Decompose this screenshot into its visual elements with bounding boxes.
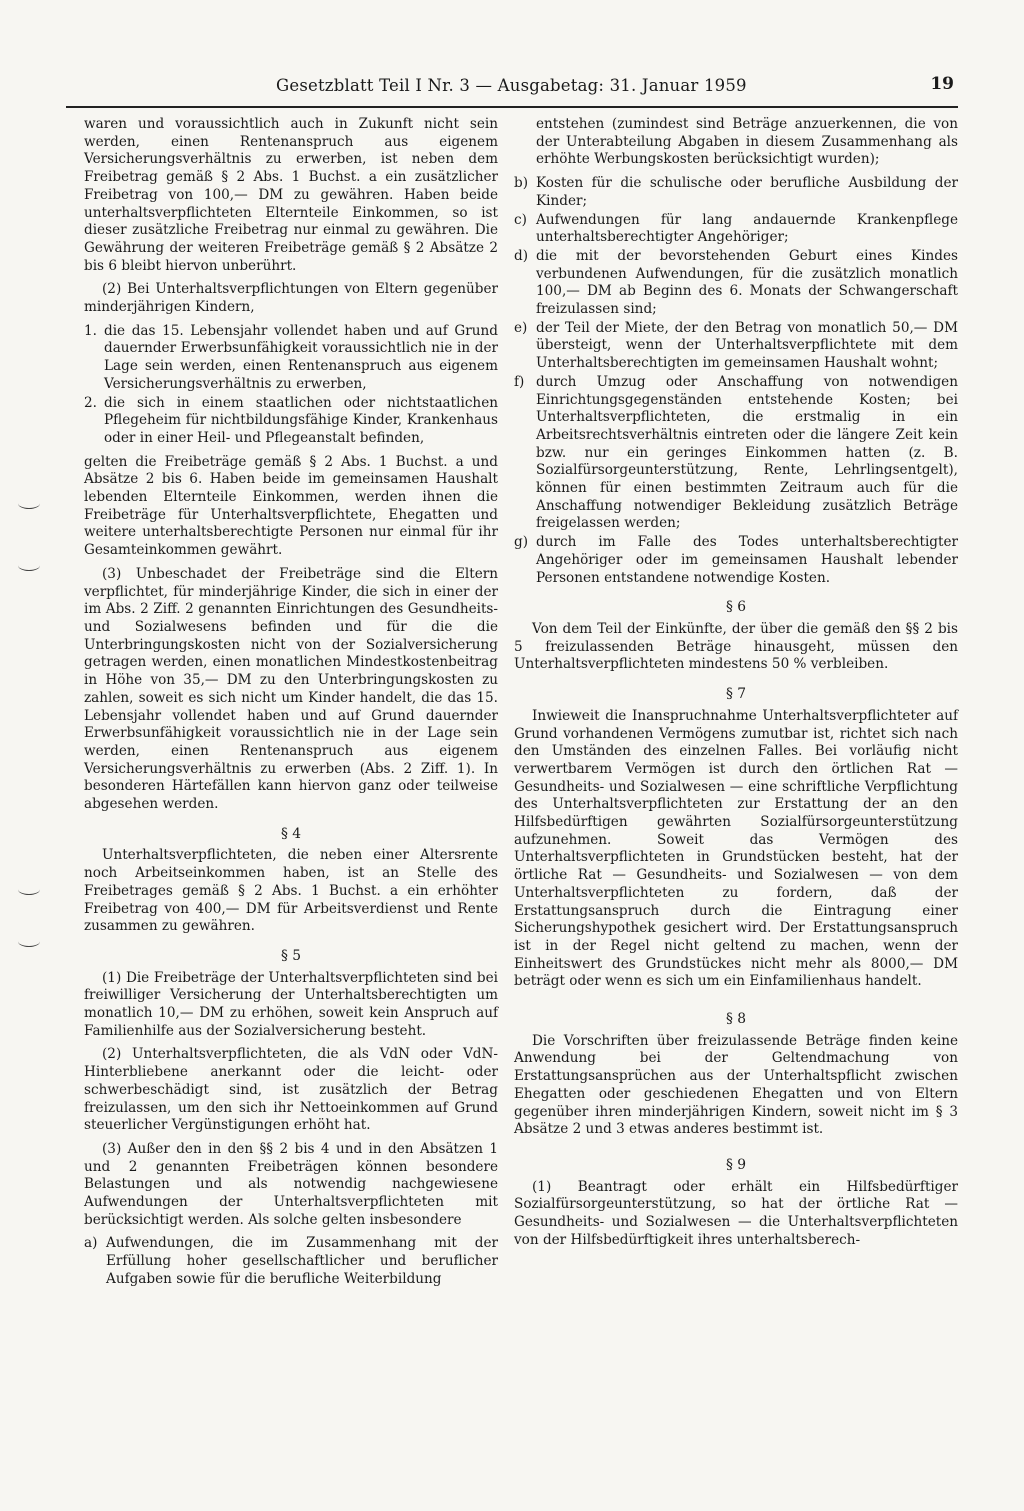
section-5-1: (1) Die Freibeträge der Unterhaltsverpflichteten sind bei freiwilliger Versicherung der Unterhaltsberechtigten um monatlich 10,— DM zu erhöhen, soweit kein Anspruch auf Familienhilfe aus der Sozialversicherung besteht.	[84, 969, 498, 1039]
right-column	[514, 116, 958, 1255]
enumerated-list	[514, 175, 958, 587]
section-heading-9: § 9	[725, 1156, 747, 1173]
section-8-text: Die Vorschriften über freizulassende Beträge finden keine Anwendung bei der Geltendmachung von Erstattungsansprüchen aus der Unterhaltspflicht zwischen Ehegatten oder geschiedenen Ehegatten und von Eltern gegenüber ihren minderjährigen Kindern, soweit nicht im § 3 Absätze 2 und 3 etwas anderes bestimmt ist.	[514, 1032, 958, 1138]
page-number: 19	[930, 74, 954, 94]
list-item: 2. die sich in einem staatlichen oder nichtstaatlichen Pflegeheim für nichtbildungsfähige Kinder, Krankenhaus oder in einer Heil- und Pflegeanstalt befinden,	[84, 394, 498, 446]
enumerated-list	[84, 323, 498, 448]
section-heading-8: § 8	[725, 1011, 747, 1028]
enumerated-list	[84, 1235, 498, 1288]
section-5-2: (2) Unterhaltsverpflichteten, die als VdN oder VdN-Hinterbliebene anerkannt oder die leicht- oder schwerbeschädigt sind, ist zusätzlich der Betrag freizulassen, um den sich ihr Nettoeinkommen auf Grund steuerlicher Vergünstigungen erhöht hat.	[84, 1046, 498, 1134]
list-item: e) der Teil der Miete, der den Betrag von monatlich 50,— DM übersteigt, wenn der Unterhaltsverpflichtete mit dem Unterhaltsberechtigten im gemeinsamen Haushalt wohnt;	[514, 319, 958, 372]
section-heading-4: § 4	[280, 825, 302, 842]
margin-mark	[18, 560, 40, 571]
paragraph-3-2-intro: (2) Bei Unterhaltsverpflichtungen von Eltern gegenüber minderjährigen Kindern,	[84, 281, 498, 316]
margin-mark	[18, 498, 40, 509]
list-item: 1. die das 15. Lebensjahr vollendet haben und auf Grund dauernder Erwerbsunfähigkeit voraussichtlich nie in der Lage sein werden, einen Rentenanspruch aus eigenem Versicherungsverhältnis zu erwerben,	[84, 322, 498, 392]
section-9-1: (1) Beantragt oder erhält ein Hilfsbedürftiger Sozialfürsorgeunterstützung, so hat der örtliche Rat — Gesundheits- und Sozialwesen — die Unterhaltsverpflichteten von der Hilfsbedürftigkeit ihres unterhaltsberech-	[514, 1178, 958, 1248]
header-title: Gesetzblatt Teil I Nr. 3 — Ausgabetag: 31. Januar 1959	[276, 76, 747, 95]
section-7-text: Inwieweit die Inanspruchnahme Unterhaltsverpflichteter auf Grund vorhandenen Vermögens zumutbar ist, richtet sich nach den Umständen des einzelnen Falles. Bei vorläufig nicht verwertbarem Vermögen ist durch den örtlichen Rat — Gesundheits- und Sozialwesen — eine schriftliche Verpflichtung des Unterhaltsverpflichteten zur Erstattung der an den Hilfsbedürftigen gewährten Sozialfürsorgeunterstützung aufzunehmen. Soweit das Vermögen des Unterhaltsverpflichteten in Grundstücken besteht, hat der örtliche Rat — Gesundheits- und Sozialwesen — von dem Unterhaltsverpflichteten zu fordern, daß der Erstattungsanspruch durch die Eintragung einer Sicherungshypothek gesichert wird. Der Erstattungsanspruch ist in der Regel nicht geltend zu machen, wenn der Einheitswert des Grundstückes nicht mehr als 8000,— DM beträgt oder wenn es sich um ein Einfamilienhaus handelt.	[514, 707, 958, 990]
margin-mark	[18, 936, 40, 947]
page-header	[66, 76, 958, 108]
section-6-text: Von dem Teil der Einkünfte, der über die gemäß den §§ 2 bis 5 freizulassenden Beträge hinausgeht, müssen den Unterhaltsverpflichteten mindestens 50 % verbleiben.	[514, 620, 958, 673]
section-heading-5: § 5	[280, 947, 302, 964]
list-item: f) durch Umzug oder Anschaffung von notwendigen Einrichtungsgegenständen entstehende Kosten; bei Unterhaltsverpflichteten, die erstmalig in ein Arbeitsrechtsverhältnis eintreten oder die längere Zeit kein bzw. nur ein geringes Einkommen hatten (z. B. Sozialfürsorgeunterstützung, Rente, Lehrlingsentgelt), können für einen bestimmten Zeitraum auch für die Anschaffung notwendiger Bekleidung zusätzlich Beträge freigelassen werden;	[514, 373, 958, 532]
paragraph-continuation: waren und voraussichtlich auch in Zukunft nicht sein werden, einen Rentenanspruch aus eigenem Versicherungsverhältnis zu erwerben, ist neben dem Freibetrag gemäß § 2 Abs. 1 Buchst. a ein zusätzlicher Freibetrag von 100,— DM zu gewähren. Haben beide unterhaltsverpflichteten Elternteile Einkommen, so ist dieser zusätzliche Freibetrag nur einmal zu gewähren. Die Gewährung der weiteren Freibeträge gemäß § 2 Absätze 2 bis 6 bleibt hiervon unberührt.	[84, 116, 498, 274]
margin-mark	[18, 884, 40, 895]
list-item: c) Aufwendungen für lang andauernde Krankenpflege unterhaltsberechtigter Angehöriger;	[514, 211, 958, 246]
list-item: a) Aufwendungen, die im Zusammenhang mit der Erfüllung hoher gesellschaftlicher und beruflicher Aufgaben sowie für die berufliche Weiterbildung	[84, 1235, 498, 1287]
paragraph-3-3: (3) Unbeschadet der Freibeträge sind die Eltern verpflichtet, für minderjährige Kinder, die sich in einer der im Abs. 2 Ziff. 2 genannten Einrichtungen des Gesundheits- und Sozialwesens befinden und für die die Unterbringungskosten nicht von der Sozialversicherung getragen werden, einen monatlichen Mindestkostenbeitrag in Höhe von 35,— DM zu den Unterbringungskosten zu zahlen, soweit es sich nicht um Kinder handelt, die das 15. Lebensjahr vollendet haben und auf Grund dauernder Erwerbsunfähigkeit voraussichtlich nie in der Lage sein werden, einen Rentenanspruch aus eigenem Versicherungsverhältnis zu erwerben (Abs. 2 Ziff. 1). In besonderen Härtefällen kann hiervon ganz oder teilweise abgesehen werden.	[84, 565, 498, 813]
item-a-continuation: entstehen (zumindest sind Beträge anzuerkennen, die von der Unterabteilung Abgaben in diesem Zusammenhang als erhöhte Werbungskosten berücksichtigt wurden);	[536, 116, 958, 168]
list-item: d) die mit der bevorstehenden Geburt eines Kindes verbundenen Aufwendungen, für die zusätzlich monatlich 100,— DM ab Beginn des 6. Monats der Schwangerschaft freizulassen sind;	[514, 247, 958, 318]
left-column	[84, 116, 498, 1295]
section-5-3: (3) Außer den in den §§ 2 bis 4 und in den Absätzen 1 und 2 genannten Freibeträgen können besondere Belastungen und als notwendig nachgewiesene Aufwendungen der Unterhaltsverpflichteten mit berücksichtigt werden. Als solche gelten insbesondere	[84, 1140, 498, 1228]
list-item: g) durch im Falle des Todes unterhaltsberechtigter Angehöriger oder im gemeinsamen Haushalt lebender Personen entstandene notwendige Kosten.	[514, 534, 958, 586]
list-item: b) Kosten für die schulische oder berufliche Ausbildung der Kinder;	[514, 175, 958, 209]
section-heading-6: § 6	[725, 599, 747, 616]
section-heading-7: § 7	[725, 686, 747, 703]
section-4-text: Unterhaltsverpflichteten, die neben einer Altersrente noch Arbeitseinkommen haben, ist an Stelle des Freibetrages gemäß § 2 Abs. 1 Buchst. a ein erhöhter Freibetrag von 400,— DM für Arbeitsverdienst und Rente zusammen zu gewähren.	[84, 847, 498, 935]
paragraph-3-2-rest: gelten die Freibeträge gemäß § 2 Abs. 1 Buchst. a und Absätze 2 bis 6. Haben beide im gemeinsamen Haushalt lebenden Elternteile Einkommen, werden ihnen die Freibeträge für Unterhaltsverpflichtete, Ehegatten und weitere unterhaltsberechtigte Personen nur einmal für ihr Gesamteinkommen gewährt.	[84, 453, 498, 559]
